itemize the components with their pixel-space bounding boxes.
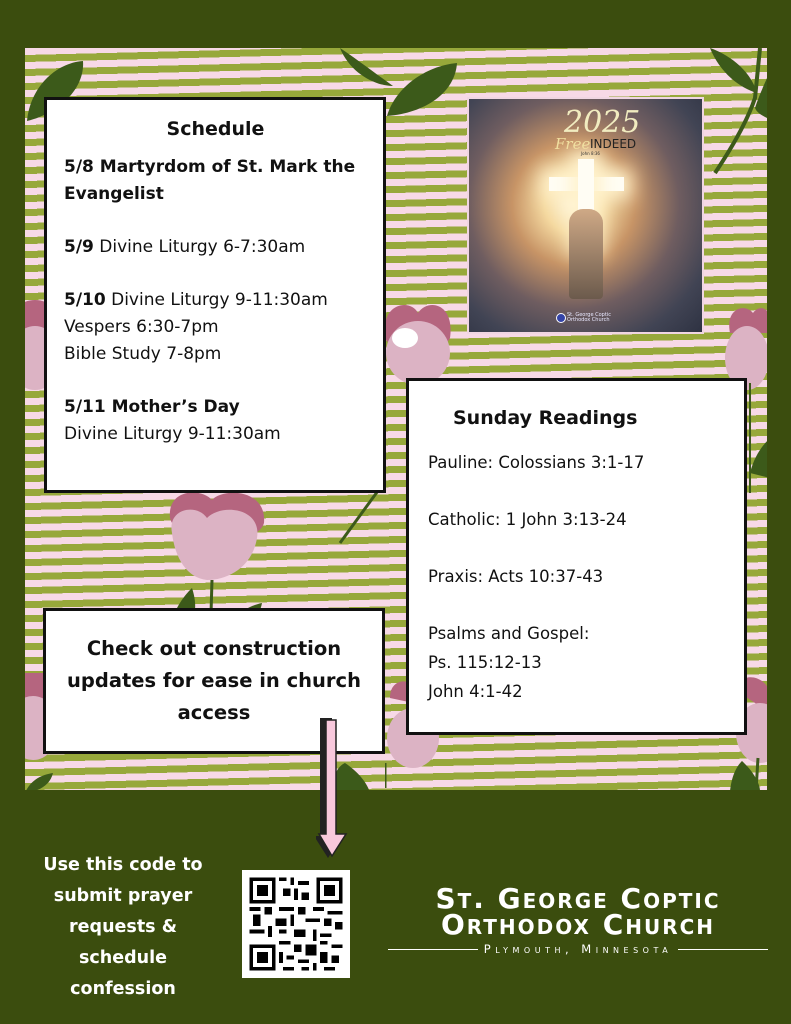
church-location: [388, 942, 768, 956]
poster-logo-line2: Orthodox Church: [567, 317, 610, 323]
free-indeed-poster-image: [467, 97, 704, 334]
leaf-icon: [335, 48, 395, 88]
poster-indeed: INDEED: [590, 137, 637, 151]
schedule-box: [44, 97, 386, 493]
schedule-entry-date: 5/10: [64, 290, 106, 310]
sunday-readings-box: [406, 378, 747, 735]
poster-free: Free: [555, 135, 591, 153]
leaf-icon: [25, 773, 55, 790]
schedule-entry: [64, 394, 367, 448]
psalm-ref: Ps. 115:12-13: [428, 653, 542, 672]
schedule-entry: [64, 234, 367, 261]
poster-year: 2025: [564, 105, 641, 140]
leaf-icon: [385, 58, 460, 118]
reading-pauline: Pauline: Colossians 3:1-17: [428, 453, 645, 472]
schedule-entry-date: 5/8 Martyrdom of St. Mark the Evangelist: [64, 157, 356, 204]
schedule-entry-extra: Vespers 6:30-7pm: [64, 317, 219, 337]
schedule-entry-extra: Bible Study 7-8pm: [64, 344, 222, 364]
qr-caption: Use this code to submit prayer requests & schedule confession: [43, 855, 203, 999]
schedule-entry: [64, 154, 367, 208]
reading-psalms-gospel: [428, 619, 744, 706]
church-location-text: Plymouth, Minnesota: [483, 942, 673, 956]
poster-logo-line1: St. George Coptic: [567, 312, 611, 318]
divider-line: [388, 949, 478, 950]
church-name-line1: St. George Coptic: [435, 882, 721, 915]
qr-code-icon[interactable]: [242, 870, 350, 978]
branch-icon: [335, 488, 385, 548]
schedule-entry: [64, 287, 367, 368]
person-figure: [569, 209, 603, 299]
church-logo-icon: [556, 313, 566, 323]
poster-verse-ref: John 8:36: [581, 151, 600, 156]
branch-icon: [705, 48, 767, 178]
gospel-ref: John 4:1-42: [428, 682, 523, 701]
poster-church-logo: [567, 313, 611, 323]
reading-praxis: Praxis: Acts 10:37-43: [428, 567, 604, 586]
readings-title: Sunday Readings: [453, 407, 638, 429]
schedule-entry-date: 5/11 Mother’s Day: [64, 397, 240, 417]
schedule-title: Schedule: [166, 118, 265, 140]
church-name-line2: Orthodox Church: [440, 908, 716, 941]
construction-text: Check out construction updates for ease in church access: [67, 637, 361, 724]
psalms-label: Psalms and Gospel:: [428, 624, 590, 643]
church-name-logo: [388, 882, 768, 956]
divider-line: [678, 949, 768, 950]
schedule-entry-text: Divine Liturgy 9-11:30am: [105, 290, 328, 310]
arrow-down-icon: [316, 716, 348, 860]
schedule-entry-text: Divine Liturgy 6-7:30am: [93, 237, 306, 257]
schedule-entry-extra: Divine Liturgy 9-11:30am: [64, 424, 281, 444]
reading-catholic: Catholic: 1 John 3:13-24: [428, 510, 627, 529]
schedule-entry-date: 5/9: [64, 237, 94, 257]
